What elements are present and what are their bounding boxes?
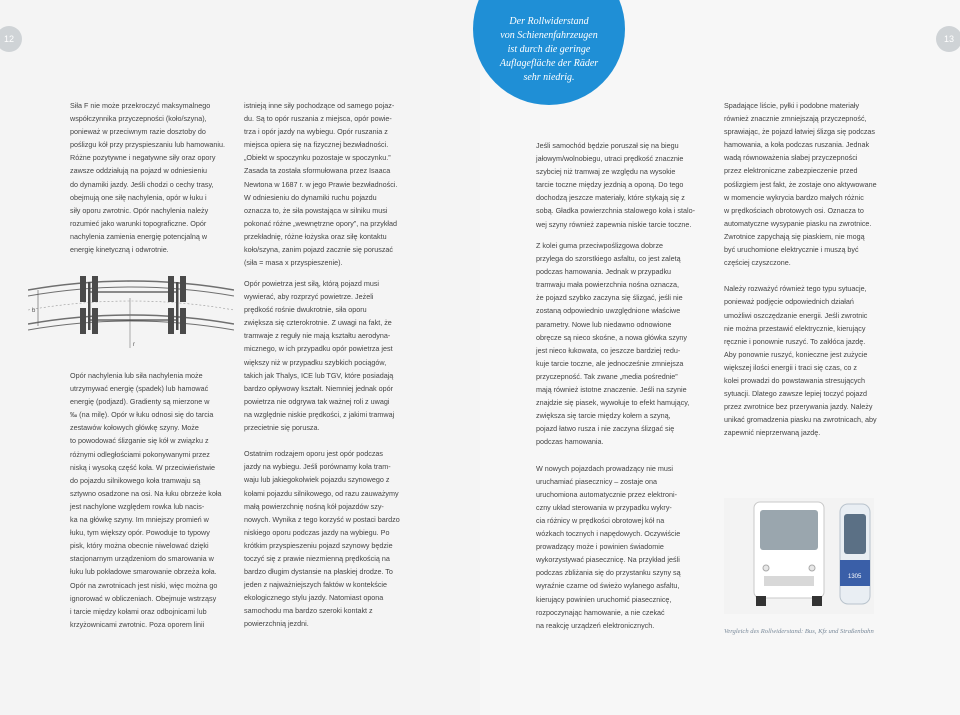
text-line: łuku, tym większy opór. Powoduje to typowy xyxy=(70,528,210,538)
text-line: ponieważ w przeciwnym razie dosztoby do xyxy=(70,127,206,137)
text-line: większej ilości energii i traci się czas, co z xyxy=(724,362,858,372)
text-line: wej szyny również zapewnia niskie tarcie toczne. xyxy=(536,219,692,229)
text-line: Siła F nie może przekroczyć maksymalnego xyxy=(70,101,211,110)
tram-number: 1305 xyxy=(848,574,862,580)
text-line: bardzo długim dystansie na płaskiej drodze. To xyxy=(244,567,393,577)
text-line: nowych. Wynika z tego korzyść w postaci bardzo xyxy=(244,514,400,524)
text-line: ekologicznego stylu jazdy. Natomiast opona xyxy=(244,593,384,603)
text-line: poślizgiem jest fakt, że zostaje ono aktywowane xyxy=(724,179,877,189)
text-line: przyczepność. Tak zwane „media pośrednie” xyxy=(536,371,678,381)
bus-grille xyxy=(764,576,814,586)
text-line: stacjonarnym urządzeniom do smarowania w xyxy=(70,554,214,564)
text-line: Różne pozytywne i negatywne siły oraz opory xyxy=(70,153,216,163)
text-line: zwiększa się czterokrotnie. Z uwagi na fakt, że xyxy=(244,318,392,328)
text-line: Auflagefläche der Räder xyxy=(499,58,599,69)
text-line: prędkość rośnie dwukrotnie, siła oporu xyxy=(244,305,367,315)
text-line: przecietnie się porusza. xyxy=(244,423,320,433)
text-line: niską i wysoką część koła. W przeciwieństwie xyxy=(70,462,215,472)
text-line: Opór nachylenia lub siła nachylenia może xyxy=(70,371,203,380)
text-line: w prędkościach obrotowych osi. Oznacza to xyxy=(724,205,864,215)
text-line: trza i opór jazdy na wybiegu. Opór ruszania z xyxy=(244,127,388,137)
text-line: w momencie wykrycia bardzo małych różnic xyxy=(724,192,864,202)
text-line: Aby ponownie ruszyć, konieczne jest zużycie xyxy=(724,349,868,359)
text-line: sobą. Gładka powierzchnia stalowego koła i stalo- xyxy=(536,206,696,216)
text-line: powietrza nie odgrywa tak ważnej roli z uwagi xyxy=(244,396,390,406)
text-line: waju lub jakiegokolwiek pojazdu szynowego z xyxy=(244,475,390,485)
text-line: mają również istotne znaczenie. Jeśli na szynie xyxy=(536,385,687,395)
text-line: jazdy na wybiegu. Jeśli porównamy koła tram- xyxy=(244,462,391,472)
text-line: przekładnię, różne łożyska oraz siłę kontaktu xyxy=(244,231,387,241)
text-line: to powodować ślizganie się kół w związku z xyxy=(70,436,209,446)
text-line: koło/szyna, zanim pojazd zacznie się poruszać xyxy=(244,245,394,255)
text-line: wózkach tocznych i napędowych. Oczywiście xyxy=(536,529,681,539)
text-line: rozpoczynając hamowanie, a nie czekać xyxy=(536,607,665,617)
text-line: przez zwrotnice bez przerywania jazdy. Należy xyxy=(724,402,873,412)
text-line: przez elektroniczne zabezpieczenie przed xyxy=(724,166,858,176)
text-line: ist durch die geringe xyxy=(507,44,591,55)
text-column-2 xyxy=(244,99,397,269)
text-line: większy niż w przypadku szybkich pociągów, xyxy=(244,357,387,367)
text-column-3b xyxy=(536,239,689,632)
text-line: dochodzą jeszcze materiały, które stykają się z xyxy=(536,193,685,203)
text-line: Spadające liście, pyłki i podobne materiały xyxy=(724,101,860,110)
text-column-4 xyxy=(724,99,877,439)
figure-caption: Vergleich des Rollwiderstand: Bus, Kfz und Straßenbahn xyxy=(724,628,874,635)
text-line: ignorować w obliczeniach. Obejmuje wstrząsy xyxy=(70,593,217,603)
text-line: ka na główkę szyny. Im mniejszy promień w xyxy=(70,515,209,525)
text-line: pokonać różne „wewnętrzne opory”, na przykład xyxy=(244,218,398,228)
text-line: łuku lub pokładowe smarowanie obrzeża koła. xyxy=(70,567,217,577)
text-line: do dynamiki jazdy. Jeśli chodzi o cechy trasy, xyxy=(70,179,214,189)
text-line: obejmują one siłę nachylenia, opór w łuku i xyxy=(70,192,207,202)
text-line: krzyżownicami zwrotnic. Poza oporem linii xyxy=(70,619,205,629)
text-line: von Schienenfahrzeugen xyxy=(500,30,598,41)
text-line: uruchamiać piasecznicy – zostaje ona xyxy=(536,476,658,486)
text-line: oznacza to, że siła powstająca w silniku musi xyxy=(244,205,388,215)
text-line: unikać gromadzenia piasku na zwrotnicach, aby xyxy=(724,415,877,425)
wheelset-left xyxy=(80,276,98,334)
text-line: umożliwi oszczędzanie energii. Jeśli zwrotnic xyxy=(724,310,868,320)
text-line: różnymi odległościami pokonywanymi przez xyxy=(70,449,210,459)
text-line: małą powierzchnię nośną kół pojazdów szy- xyxy=(244,501,384,511)
text-line: zwiększa się tarcie między kołem a szyną, xyxy=(536,411,671,421)
text-line: podczas zbliżania się do przystanku szyny są xyxy=(536,568,681,578)
text-line: wyraźnie czarne od świeżo wylanego asfaltu, xyxy=(536,581,680,591)
text-line: na względnie niskie prędkości, z jakimi tramwaj xyxy=(244,409,395,419)
text-line: sztywno osadzone na osi. Na łuku obrzeże koła xyxy=(70,488,222,498)
text-line: Jeśli samochód będzie poruszał się na biegu xyxy=(536,141,679,150)
text-line: przylega do szorstkiego asfaltu, co jest zaletą xyxy=(536,254,681,264)
text-line: nachylenia zamienia energię potencjalną w xyxy=(70,231,208,241)
text-line xyxy=(724,269,877,282)
text-line: „Obiekt w spoczynku pozostaje w spoczynku.” xyxy=(244,153,391,163)
text-line: ponieważ podjęcie odpowiednich działań xyxy=(724,297,854,307)
text-line: bardzo opływowy kształt. Niemniej jednak opór xyxy=(244,383,394,393)
text-line: kolei prowadzi do powstawania stresujących xyxy=(724,375,866,385)
text-line: wywierać, aby rozprzyć powietrze. Jeżeli xyxy=(244,292,374,302)
text-line: prowadzący może i powinien świadomie xyxy=(536,542,664,552)
text-line: obręcze są nieco skośne, a nowa główka szyny xyxy=(536,332,688,342)
text-column-3 xyxy=(536,139,695,231)
center-line xyxy=(28,301,234,310)
text-line: (siła = masa x przyspieszenie). xyxy=(244,258,343,268)
text-line: du. Są to opór ruszania z miejsca, opór powie- xyxy=(244,114,392,124)
text-line: na reakcję urządzeń elektronicznych. xyxy=(536,620,655,630)
text-line: kuje tarcie toczne, ale jednocześnie zmniejsza xyxy=(536,358,684,368)
text-line: Zwrotnice zapychają się piaskiem, nie mogą xyxy=(724,231,865,241)
page-number-left: 12 xyxy=(0,26,22,52)
text-line: sytuacji. Dlatego zawsze lepiej toczyć pojazd xyxy=(724,389,868,399)
text-line: siły oporu zwrotnic. Opór nachylenia należy xyxy=(70,205,209,215)
text-line: częściej czyszczone. xyxy=(724,258,791,268)
rail-inner-2 xyxy=(28,321,234,330)
bus-tyre-right xyxy=(812,596,822,606)
text-line: energię (podjazd). Gradienty są mierzone w xyxy=(70,397,210,407)
text-line xyxy=(244,434,400,447)
text-line: powierzchnią jezdni. xyxy=(244,619,309,629)
text-line: W odniesieniu do dynamiki ruchu pojazdu xyxy=(244,192,377,202)
text-line: automatyczne wysypanie piasku na zwrotnice. xyxy=(724,218,872,228)
text-line xyxy=(536,449,689,462)
text-line: energię kinetyczną i odwrotnie. xyxy=(70,245,169,255)
text-line: współczynnika przyczepności (koło/szyna), xyxy=(70,114,207,124)
bus-front-illustration xyxy=(724,498,874,614)
text-line: jałowym/wolnobiegu, utraci prędkość znacznie xyxy=(536,154,684,164)
text-line: zapewnić nieprzerwaną jazdę. xyxy=(724,428,821,438)
rail-outer xyxy=(28,281,234,290)
bus-windshield xyxy=(760,510,818,550)
text-line: uruchomiona automatycznie przez elektroni- xyxy=(536,489,678,499)
text-line: wykorzystywać piasecznicę. Na przykład jeśli xyxy=(536,555,680,565)
text-line: Der Rollwiderstand xyxy=(509,16,589,27)
text-line: być uruchomione elektrycznie i muszą być xyxy=(724,245,859,255)
text-line: tarcie toczne między jezdnią a oponą. Do tego xyxy=(536,180,684,190)
text-column-1b xyxy=(70,369,221,631)
text-line: pojazd łatwo rusza i nie zaczyna ślizgać się xyxy=(536,424,675,434)
text-line: Zasada ta została sformułowana przez Isaaca xyxy=(244,166,391,176)
text-line: jest nieco łukowata, co jeszcze bardziej redu- xyxy=(536,345,681,355)
text-line: do pojazdu silnikowego koła tramwaju są xyxy=(70,475,201,485)
text-column-2b xyxy=(244,277,400,631)
text-line: Należy rozważyć również tego typu sytuacje, xyxy=(724,284,867,294)
text-line: tramwaje z reguły nie mają kształtu aerodyna- xyxy=(244,331,391,341)
curve-wheelset-diagram xyxy=(28,268,234,348)
text-line: że pojazd szybko zaczyna się ślizgać, jeśli nie xyxy=(536,293,683,303)
text-line: niskiego oporu podczas jazdy na wybiegu. Po xyxy=(244,527,390,537)
wheelset-right xyxy=(168,276,186,334)
text-line: utrzymywać energię (spadek) lub hamować xyxy=(70,384,209,394)
text-line: tramwaju mała powierzchnia nośna oznacza, xyxy=(536,280,680,290)
text-line: istnieją inne siły pochodzące od samego pojaz- xyxy=(244,101,395,110)
text-line: micznego, w ich przypadku opór powietrza jest xyxy=(244,344,393,354)
text-line: ręcznie i ponownie ruszyć. To zakłóca jazdę. xyxy=(724,336,866,346)
text-line: toczyć się z prawie niezmienną prędkością na xyxy=(244,553,390,563)
text-line: parametry. Nowe lub niedawno odnowione xyxy=(536,319,672,329)
text-line: zostaną odpowiednio uwzględnione właściwe xyxy=(536,306,681,316)
text-line: kierujący powinien uruchomić piasecznicę, xyxy=(536,594,672,604)
text-line: szybciej niż tramwaj ze względu na wysokie xyxy=(536,167,676,177)
pull-quote xyxy=(487,15,611,85)
bus-tyre-left xyxy=(756,596,766,606)
page-number-right: 13 xyxy=(936,26,960,52)
text-line: Ostatnim rodzajem oporu jest opór podczas xyxy=(244,449,384,459)
text-line: podczas hamowania. xyxy=(536,437,604,447)
text-line: znajdzie się piasek, wywołuje to efekt hamujący, xyxy=(536,398,690,408)
text-line: miejsca opiera się na fizycznej bezwładności. xyxy=(244,140,389,150)
text-line: zawsze oddziałują na pojazd w odniesieniu xyxy=(70,166,208,176)
text-column-1 xyxy=(70,99,225,256)
text-line: nie można przestawić elektrycznie, kierujący xyxy=(724,323,866,333)
text-line: Newtona w 1687 r. w jego Prawie bezwładności. xyxy=(244,179,398,189)
text-line: ‰ (na milę). Opór w łuku odnosi się do tarcia xyxy=(70,410,214,420)
text-line: jeden z najważniejszych faktów w kontekście xyxy=(244,580,388,590)
text-line: cia różnicy w prędkości obrotowej kół na xyxy=(536,515,665,525)
text-line: Z kolei guma przeciwpoślizgowa dobrze xyxy=(536,241,664,250)
text-line: sehr niedrig. xyxy=(523,72,575,83)
text-line: krótkim przyspieszeniu pojazd szynowy będzie xyxy=(244,540,393,550)
text-line: W nowych pojazdach prowadzący nie musi xyxy=(536,463,674,473)
text-line: Opór powietrza jest siłą, którą pojazd musi xyxy=(244,279,380,288)
text-line: jest nachylone względem rowka lub nacis- xyxy=(70,501,205,511)
text-line: czny układ sterowania w przypadku wykry- xyxy=(536,502,672,512)
text-line: pisk, który można obecnie niwelować dzięki xyxy=(70,541,209,551)
gauge-label: b xyxy=(32,308,36,314)
text-line: podczas hamowania. Jednak w przypadku xyxy=(536,267,672,277)
text-line: Opór na zwrotnicach jest niski, więc można go xyxy=(70,580,218,590)
text-line: poślizgu kół przy przyspieszaniu lub hamowaniu. xyxy=(70,140,226,150)
bus-light-right xyxy=(809,565,815,571)
radius-label: r xyxy=(133,342,135,348)
text-line: i tarcie między kołami oraz odbojnicami lub xyxy=(70,606,207,616)
tram-windshield xyxy=(844,514,866,554)
text-line: sprawiając, że pojazd łatwiej ślizga się podczas xyxy=(724,127,876,137)
tram-stripe xyxy=(840,560,870,586)
text-line: hamowania, a koła podczas ruszania. Jednak xyxy=(724,140,870,150)
text-line: również znacznie zmniejszają przyczepność, xyxy=(724,114,867,124)
text-line: rozumieć jako warunki topograficzne. Opór xyxy=(70,218,207,228)
text-line: samochodu ma bardzo szeroki kontakt z xyxy=(244,606,373,616)
text-line: kołami pojazdu silnikowego, od razu zauważymy xyxy=(244,488,399,498)
text-line: wadą równoważenia słabej przyczepności xyxy=(724,153,858,163)
bus-light-left xyxy=(763,565,769,571)
text-line: zestawów kołowych główkę szyny. Może xyxy=(70,423,199,433)
text-line: takich jak Thalys, ICE lub TGV, które posiadają xyxy=(244,370,394,380)
